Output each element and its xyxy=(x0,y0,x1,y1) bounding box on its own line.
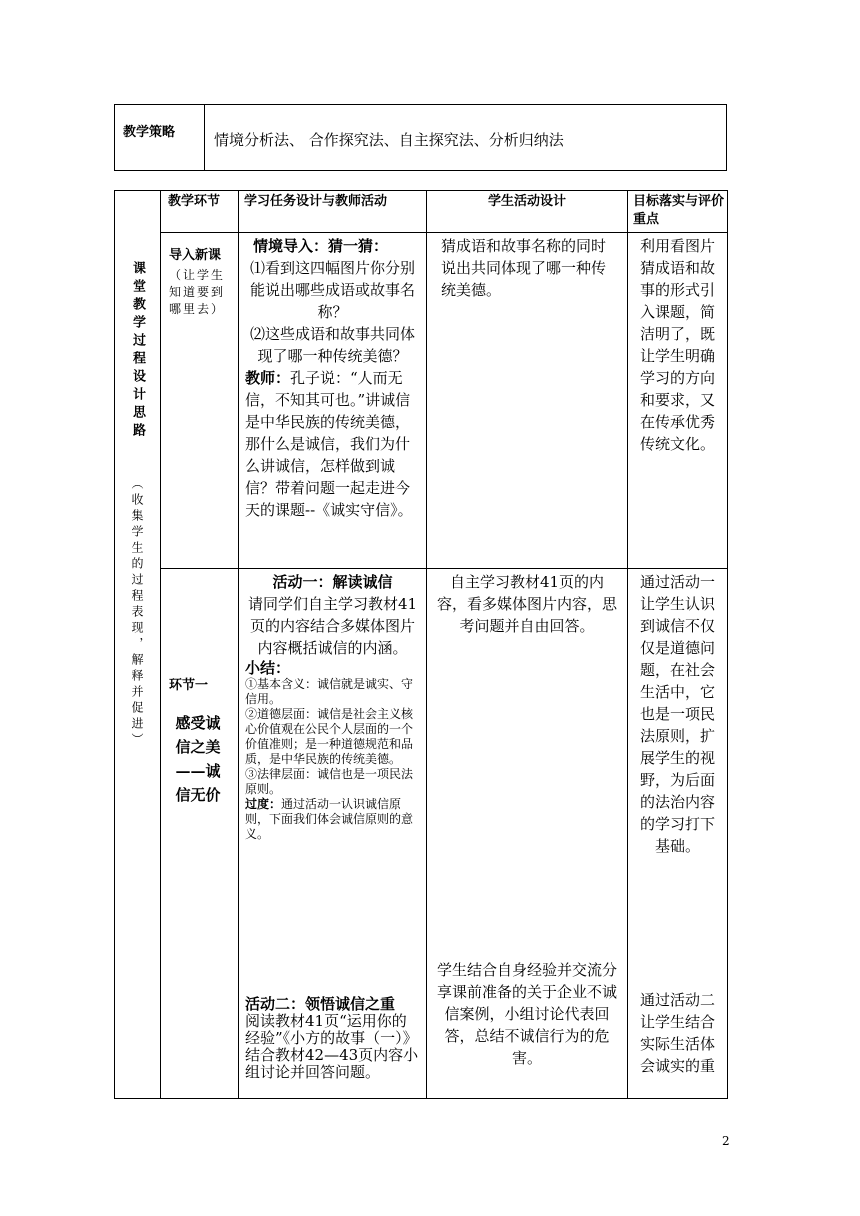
activity-two-title: 活动二：领悟诚信之重 xyxy=(245,995,396,1013)
summary-item-2: ②道德层面：诚信是社会主义核心价值观在公民个人层面的一个价值准则；是一种道德规范和品质，是中华民族的传统美德。 xyxy=(245,707,414,766)
goal-one-text-2: 通过活动二让学生结合实际生活体会诚实的重 xyxy=(639,991,715,1075)
side-note: （收集学生的过程表现，解释并促进） xyxy=(130,477,144,749)
header-stage: 教学环节 xyxy=(161,191,239,233)
student-one-text-1: 自主学习教材41页的内容，看多媒体图片内容，思考问题并自由回答。 xyxy=(436,573,617,635)
student-one-text-2: 学生结合自身经验并交流分享课前准备的关于企业不诚信案例，小组讨论代表回答，总结不诚信行为的危害。 xyxy=(436,961,617,1067)
side-column xyxy=(115,191,161,1099)
strategy-table xyxy=(114,104,727,171)
goal-one-text-1: 通过活动一让学生认识到诚信不仅仅是道德问题，在社会生活中，它也是一项民法原则，扩展学生的视野，为后面的法治内容的学习打下基础。 xyxy=(639,573,715,855)
activity-one-title: 活动一：解读诚信 xyxy=(272,573,393,591)
task-intro-cell xyxy=(239,233,427,569)
task-one-cell xyxy=(239,569,427,1099)
transition-text: 通过活动一认识诚信原则，下面我们体会诚信原则的意义。 xyxy=(245,797,414,841)
strategy-text-cell xyxy=(205,105,727,171)
stage-one-label: 环节一 xyxy=(169,678,209,693)
stage-one-cell xyxy=(161,569,239,1099)
summary-label: 小结： xyxy=(245,659,291,677)
goal-intro-text: 利用看图片猜成语和故事的形式引入课题，简洁明了，既让学生明确学习的方向和要求，又在传承优秀传统文化。 xyxy=(639,237,715,453)
transition-label: 过度： xyxy=(245,797,282,811)
page-number: 2 xyxy=(722,1134,730,1148)
summary-item-3: ③法律层面：诚信也是一项民法原则。 xyxy=(245,767,414,796)
strategy-label-cell xyxy=(115,105,205,171)
task-intro-q2: ⑵这些成语和故事共同体现了哪一种传统美德？ xyxy=(249,325,415,365)
student-intro-text: 猜成语和故事名称的同时说出共同体现了哪一种传统美德。 xyxy=(441,237,607,299)
activity-one-text: 请同学们自主学习教材41页的内容结合多媒体图片内容概括诚信的内涵。 xyxy=(247,595,418,657)
stage-one-title: 感受诚信之美——诚信无价 xyxy=(175,714,221,804)
student-intro-cell xyxy=(427,233,628,569)
activity-two-text: 阅读教材41页“运用你的经验”《小方的故事（一）》结合教材42—43页内容小组讨论并回答问题。 xyxy=(245,1012,419,1081)
teacher-text: 孔子说：“人而无信，不知其可也。”讲诚信是中华民族的传统美德，那什么是诚信，我们为什么讲诚信，怎样做到诚信？带着问题一起走进今天的课题--《诚实守信》。 xyxy=(245,369,413,519)
process-table xyxy=(114,190,728,1099)
strategy-label: 教学策略 xyxy=(123,125,176,140)
side-title: 课堂教学过程设计思路 xyxy=(130,261,145,441)
header-goal: 目标落实与评价重点 xyxy=(628,191,728,233)
summary-item-1: ①基本含义：诚信就是诚实、守信用。 xyxy=(245,677,414,706)
teacher-label: 教师： xyxy=(245,369,291,387)
stage-intro-cell xyxy=(161,233,239,569)
task-intro-heading: 情境导入：猜一猜： xyxy=(253,237,389,255)
header-student: 学生活动设计 xyxy=(427,191,628,233)
stage-intro-note: （让学生知道要到哪里去） xyxy=(169,268,226,316)
task-intro-q1: ⑴看到这四幅图片你分别能说出哪些成语或故事名称？ xyxy=(249,259,415,321)
goal-intro-cell xyxy=(628,233,728,569)
header-task: 学习任务设计与教师活动 xyxy=(239,191,427,233)
strategy-text: 情境分析法、 合作探究法、自主探究法、分析归纳法 xyxy=(214,131,564,149)
student-one-cell xyxy=(427,569,628,1099)
stage-intro-title: 导入新课 xyxy=(169,248,222,263)
goal-one-cell xyxy=(628,569,728,1099)
